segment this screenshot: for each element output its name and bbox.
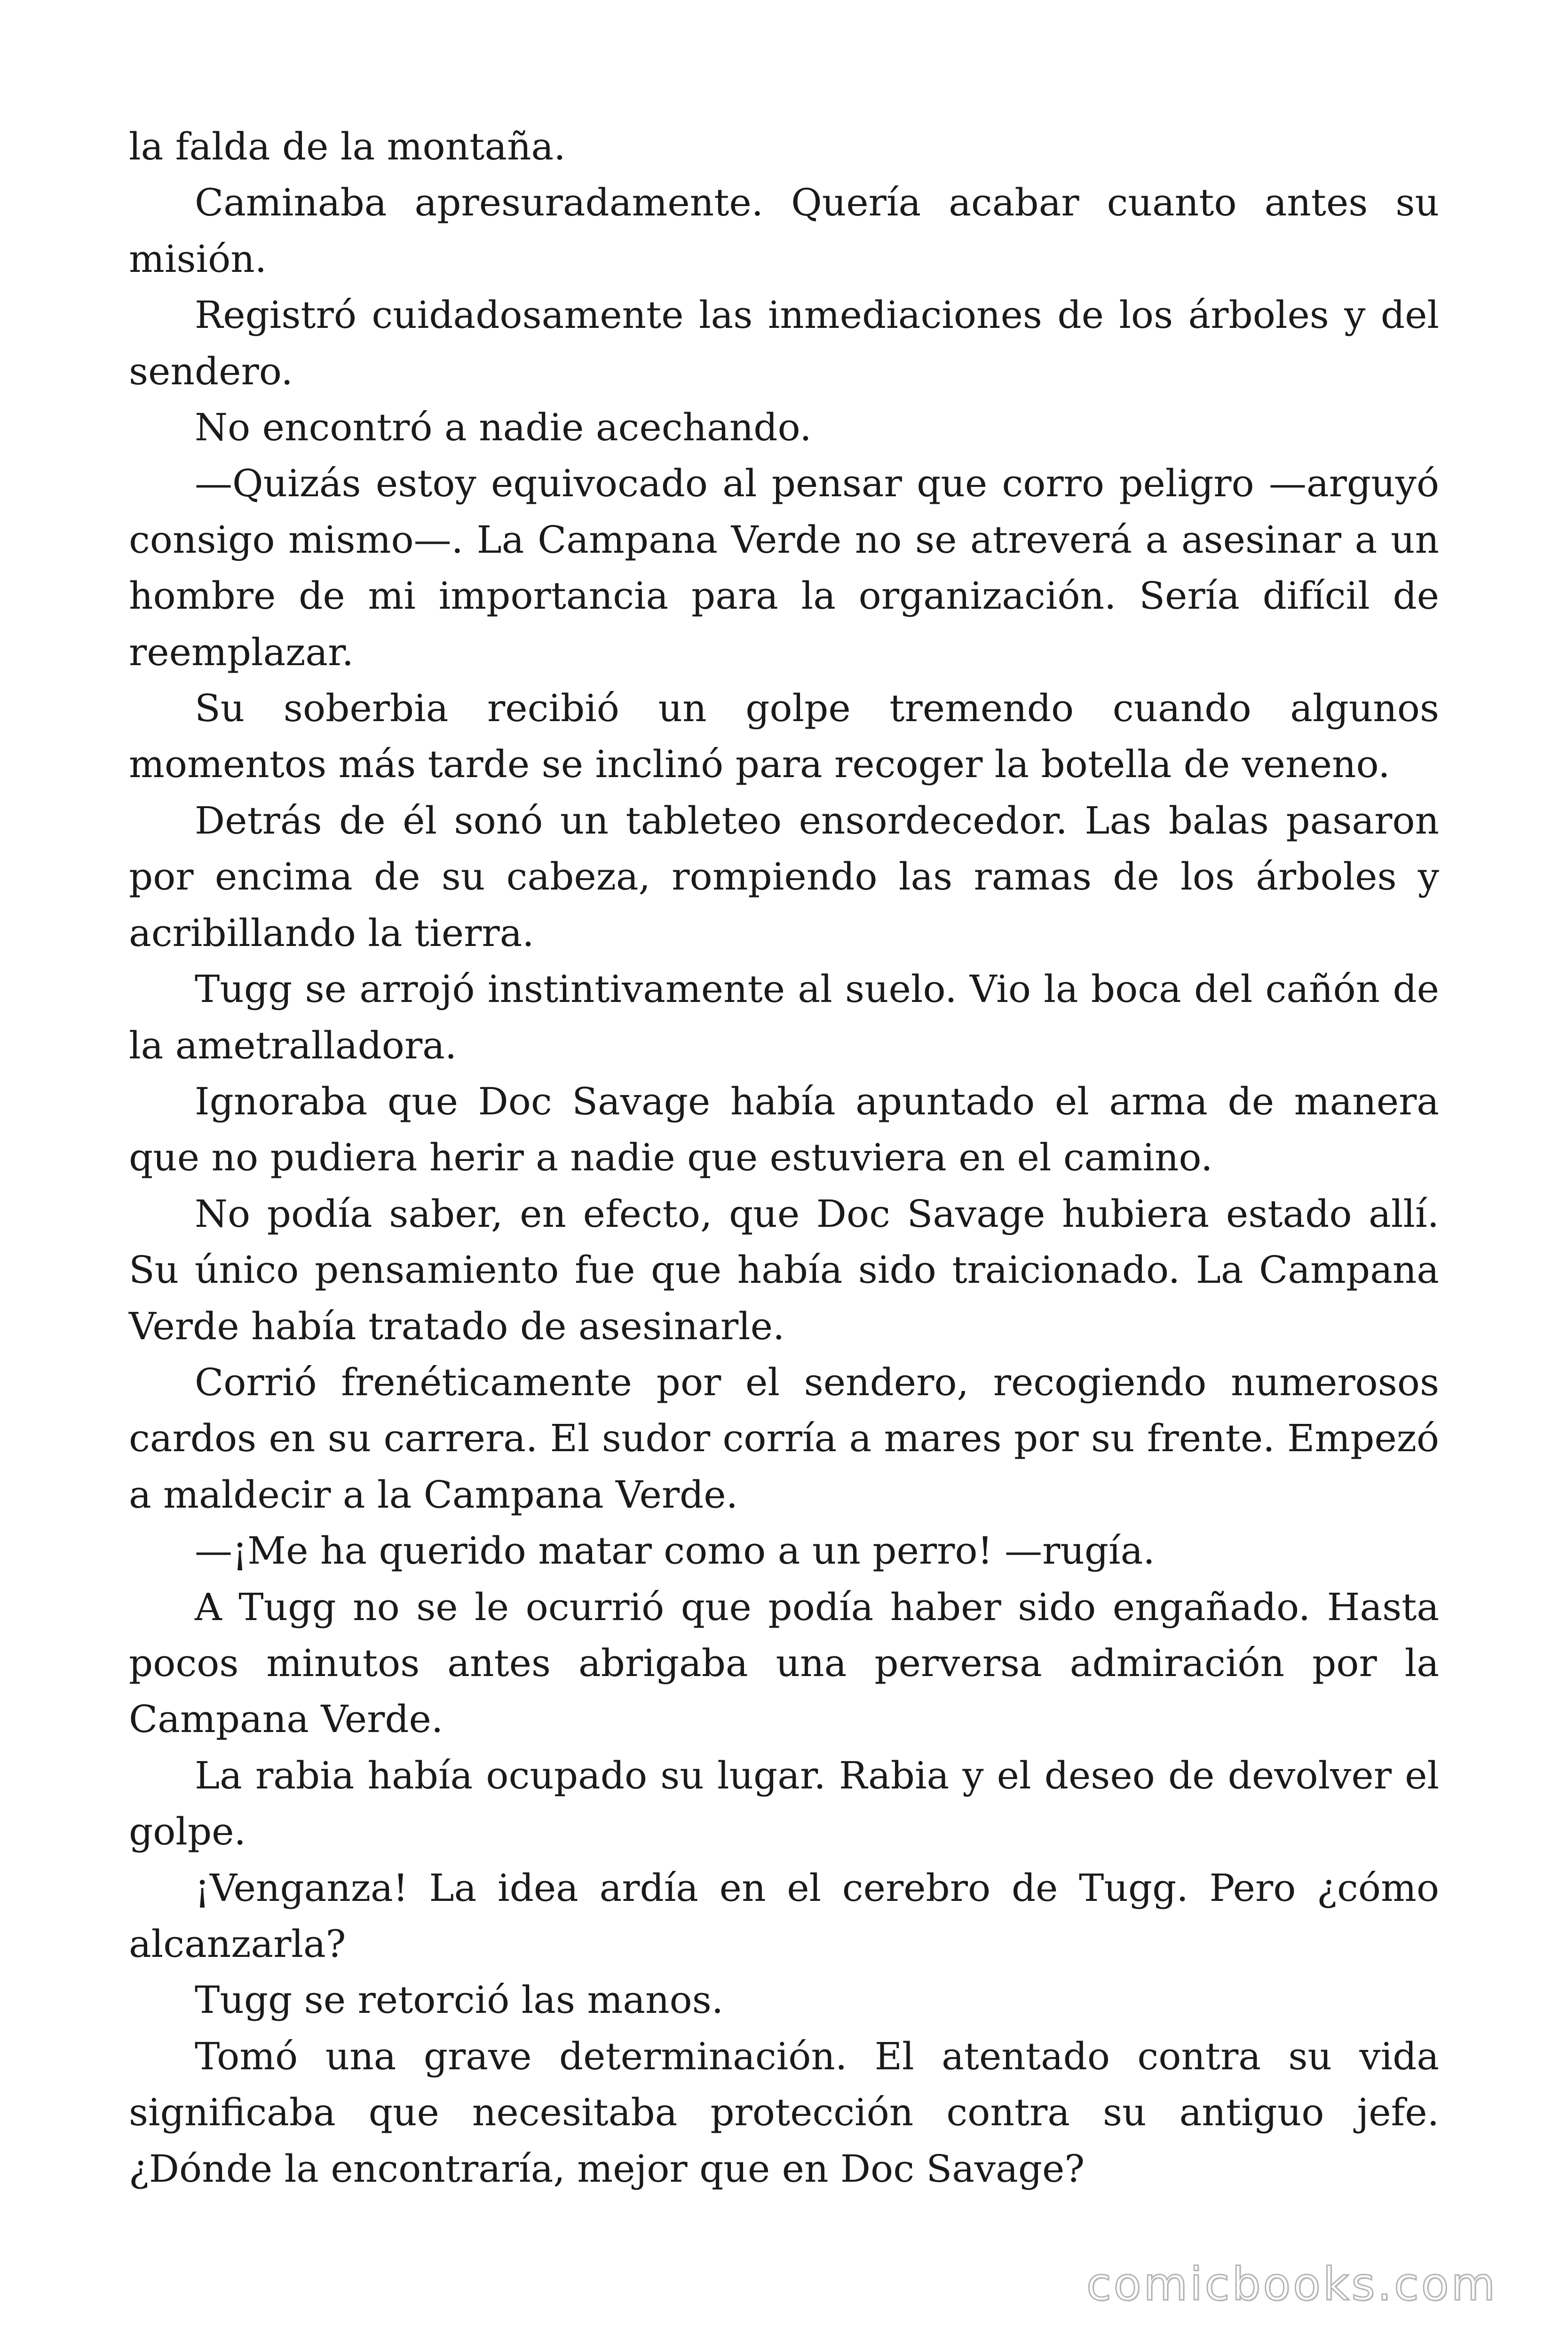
- paragraph: Tomó una grave determinación. El atentado contra su vida significaba que necesitaba protección contra su antiguo jefe. ¿Dónde la encontraría, mejor que en Doc Savage?: [129, 2034, 1439, 2191]
- paragraph: Tugg se arrojó instintivamente al suelo. Vio la boca del cañón de la ametralladora.: [129, 967, 1439, 1067]
- paragraph: Corrió frenéticamente por el sendero, recogiendo numerosos cardos en su carrera. El sudor corría a mares por su frente. Empezó a maldecir a la Campana Verde.: [129, 1360, 1439, 1517]
- paragraph: No encontró a nadie acechando.: [195, 405, 812, 450]
- paragraph: la falda de la montaña.: [129, 125, 566, 168]
- paragraph: La rabia había ocupado su lugar. Rabia y el deseo de devolver el golpe.: [129, 1753, 1439, 1854]
- paragraph: ¡Venganza! La idea ardía en el cerebro de Tugg. Pero ¿cómo alcanzarla?: [129, 1866, 1439, 1966]
- paragraph: Ignoraba que Doc Savage había apuntado el arma de manera que no pudiera herir a nadie que estuviera en el camino.: [129, 1079, 1439, 1180]
- paragraph: A Tugg no se le ocurrió que podía haber sido engañado. Hasta pocos minutos antes abrigaba una perversa admiración por la Campana Verde.: [129, 1585, 1439, 1741]
- paragraph: Detrás de él sonó un tableteo ensordecedor. Las balas pasaron por encima de su cabeza, rompiendo las ramas de los árboles y acribillando la tierra.: [129, 798, 1439, 955]
- paragraph: Registró cuidadosamente las inmediaciones de los árboles y del sendero.: [129, 293, 1439, 393]
- paragraph: Tugg se retorció las manos.: [195, 1978, 724, 2022]
- paragraph: —¡Me ha querido matar como a un perro! —rugía.: [195, 1529, 1155, 1573]
- paragraph: —Quizás estoy equivocado al pensar que corro peligro —arguyó consigo mismo—. La Campana Verde no se atreverá a asesinar a un hombre de mi importancia para la organización. Sería difícil de reemplazar.: [129, 461, 1439, 674]
- page-body: [129, 119, 1439, 2197]
- paragraph: No podía saber, en efecto, que Doc Savage hubiera estado allí. Su único pensamiento fue que había sido traicionado. La Campana Verde había tratado de asesinarle.: [129, 1192, 1439, 1348]
- paragraph: Caminaba apresuradamente. Quería acabar cuanto antes su misión.: [129, 181, 1439, 281]
- watermark: comicbooks.com: [1086, 2258, 1497, 2311]
- paragraph: Su soberbia recibió un golpe tremendo cuando algunos momentos más tarde se inclinó para recoger la botella de veneno.: [129, 686, 1439, 787]
